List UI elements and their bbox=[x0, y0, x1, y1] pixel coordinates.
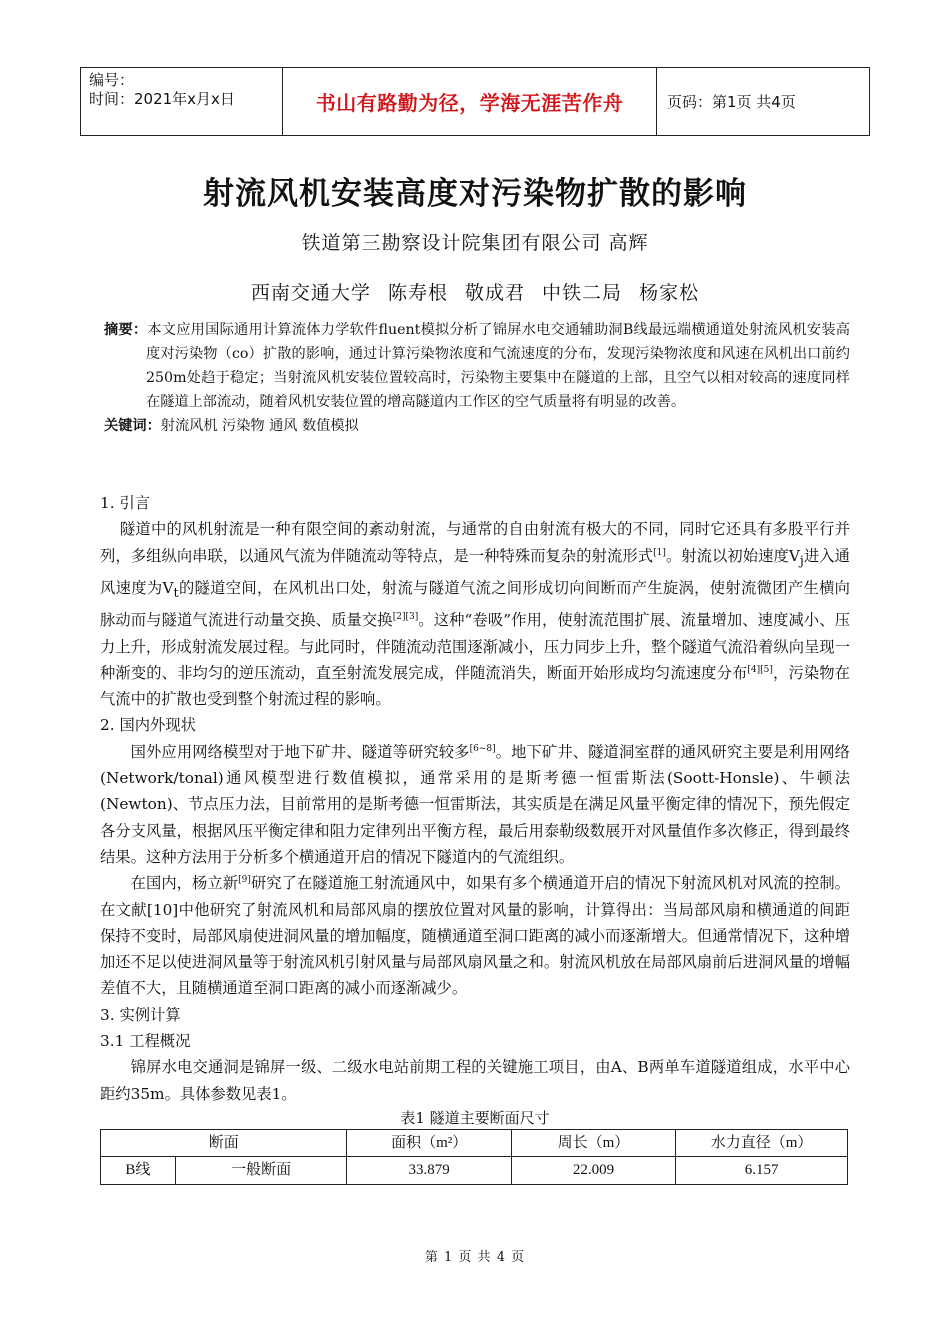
table-cell: 22.009 bbox=[511, 1157, 675, 1184]
keywords-text: 射流风机 污染物 通风 数值模拟 bbox=[160, 418, 359, 434]
document-header bbox=[80, 67, 870, 136]
table-cell: B线 bbox=[101, 1157, 176, 1184]
section-3-1-heading: 3.1 工程概况 bbox=[100, 1032, 191, 1051]
table-row bbox=[101, 1157, 848, 1184]
affiliation-line-2: 西南交通大学 陈寿根 敬成君 中铁二局 杨家松 bbox=[250, 282, 700, 304]
section-3-1-paragraph: 锦屏水电交通洞是锦屏一级、二级水电站前期工程的关键施工项目，由A、B两单车道隧道组成，水平中心距约35m。具体参数见表1。 bbox=[100, 1058, 850, 1103]
section-3-heading: 3. 实例计算 bbox=[100, 1005, 181, 1024]
section-2-paragraph-2: 在国内，杨立新[9]研究了在隧道施工射流通风中，如果有多个横通道开启的情况下射流风机对风流的控制。在文献[10]中他研究了射流风机和局部风扇的摆放位置对风量的影响，计算得出：当局部风扇和横通道的间距保持不变时，局部风扇使进洞风量的增加幅度，随横通道至洞口距离的减小而逐渐增大。但通常情况下，这种增加还不足以使进洞风量等于射流风机引射风量与局部风扇风量之和。射流风机放在局部风扇前后进洞风量的增幅差值不大，且随横通道至洞口距离的减小而逐渐减少。 bbox=[100, 874, 850, 998]
paper-title: 射流风机安装高度对污染物扩散的影响 bbox=[203, 176, 747, 212]
table-cell: 6.157 bbox=[676, 1157, 848, 1184]
page-footer: 第 1 页 共 4 页 bbox=[424, 1250, 526, 1265]
time-label: 时间：2021年x月x日 bbox=[89, 90, 235, 108]
table-header-row bbox=[101, 1129, 848, 1156]
abstract bbox=[104, 318, 850, 414]
table-header-cell: 断面 bbox=[101, 1129, 347, 1156]
section-1-paragraph: 隧道中的风机射流是一种有限空间的紊动射流，与通常的自由射流有极大的不同，同时它还具有多股平行并列，多组纵向串联，以通风气流为伴随流动等特点，是一种特殊而复杂的射流形式[1]。射流以初始速度$V_j$进入通风速度为$V_t$的隧道空间，在风机出口处，射流与隧道气流之间形成切向间断而产生旋涡，使射流微团产生横向脉动而与隧道气流进行动量交换、质量交换[2][3]。这种“卷吸”作用，使射流范围扩展、流量增加、速度减小、压力上升，形成射流发展过程。与此同时，伴随流动范围逐渐减小，压力同步上升，整个隧道气流沿着纵向呈现一种渐变的、非均匀的逆压流动，直至射流发展完成，伴随流消失，断面开始形成均匀流速度分布[4][5]，污染物在气流中的扩散也受到整个射流过程的影响。 bbox=[100, 520, 850, 709]
abstract-block bbox=[104, 318, 850, 438]
section-table bbox=[100, 1129, 848, 1185]
abstract-label: 摘要： bbox=[104, 322, 148, 338]
table-cell: 一般断面 bbox=[175, 1157, 347, 1184]
number-label: 编号： bbox=[89, 71, 135, 89]
table-cell: 33.879 bbox=[347, 1157, 511, 1184]
header-motto: 书山有路勤为径，学海无涯苦作舟 bbox=[283, 68, 657, 135]
table-caption: 表1 隧道主要断面尺寸 bbox=[400, 1108, 550, 1127]
affiliation-line-1: 铁道第三勘察设计院集团有限公司 高辉 bbox=[301, 232, 649, 254]
keywords bbox=[104, 414, 850, 438]
body-text bbox=[100, 490, 850, 1185]
table-header-cell: 周长（m） bbox=[511, 1129, 675, 1156]
section-2-heading: 2. 国内外现状 bbox=[100, 716, 196, 735]
header-page-info: 页码：第1页 共4页 bbox=[667, 93, 796, 111]
table-header-cell: 水力直径（m） bbox=[676, 1129, 848, 1156]
section-1-heading: 1. 引言 bbox=[100, 494, 151, 512]
table-header-cell: 面积（m²） bbox=[347, 1129, 511, 1156]
keywords-label: 关键词： bbox=[104, 418, 161, 434]
abstract-text: 本文应用国际通用计算流体力学软件fluent模拟分析了锦屏水电交通辅助洞B线最远端横通道处射流风机安装高度对污染物（co）扩散的影响，通过计算污染物浓度和气流速度的分布，发现污染物浓度和风速在风机出口前约250m处趋于稳定；当射流风机安装位置较高时，污染物主要集中在隧道的上部，且空气以相对较高的速度同样在隧道上部流动，随着风机安装位置的增高隧道内工作区的空气质量将有明显的改善。 bbox=[146, 322, 850, 410]
section-2-paragraph-1: 国外应用网络模型对于地下矿井、隧道等研究较多[6~8]。地下矿井、隧道洞室群的通风研究主要是利用网络(Network/tonal)通风模型进行数值模拟，通常采用的是斯考德一恒雷斯法(Soott-Honsle)、牛顿法(Newton)、节点压力法，目前常用的是斯考德一恒雷斯法，其实质是在满足风量平衡定律的情况下，预先假定各分支风量，根据风压平衡定律和阻力定律列出平衡方程，最后用泰勒级数展开对风量值作多次修正，得到最终结果。这种方法用于分析多个横通道开启的情况下隧道内的气流组织。 bbox=[100, 742, 850, 866]
header-meta bbox=[81, 68, 283, 135]
